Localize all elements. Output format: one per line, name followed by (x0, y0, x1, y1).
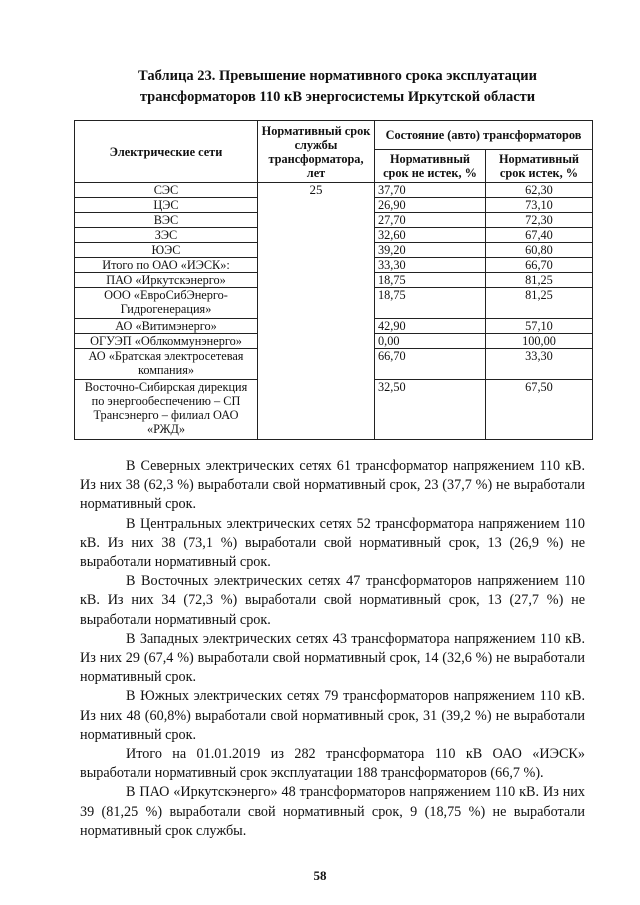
paragraph: В Северных электрических сетях 61 трансформатор напряжением 110 кВ. Из них 38 (62,3 %) выработали свой нормативный срок, 23 (37,7 %) не выработали нормативный срок. (80, 458, 585, 513)
row-not-expired: 0,00 (375, 334, 486, 349)
header-networks: Электрические сети (75, 121, 258, 183)
row-net: ОГУЭП «Облкоммунэнерго» (75, 334, 258, 349)
paragraph: В Восточных электрических сетях 47 трансформаторов напряжением 110 кВ. Из них 34 (72,3 %) выработали свой нормативный срок, 13 (27,7 %) не выработали нормативный срок. (80, 573, 585, 628)
row-expired: 62,30 (486, 183, 593, 198)
paragraph: Итого на 01.01.2019 из 282 трансформатора 110 кВ ОАО «ИЭСК» выработали нормативный срок эксплуатации 188 трансформаторов (66,7 %). (80, 746, 585, 782)
row-net: Итого по ОАО «ИЭСК»: (75, 258, 258, 273)
row-expired: 33,30 (486, 349, 593, 380)
header-expired: Нормативный срок истек, % (486, 150, 593, 183)
row-expired: 67,50 (486, 380, 593, 440)
row-not-expired: 42,90 (375, 319, 486, 334)
paragraph: В Центральных электрических сетях 52 трансформатора напряжением 110 кВ. Из них 38 (73,1 %) выработали свой нормативный срок, 13 (26,9 %) не выработали нормативный срок. (80, 515, 585, 571)
row-net: ВЭС (75, 213, 258, 228)
body-text (80, 457, 585, 841)
row-not-expired: 66,70 (375, 349, 486, 380)
row-net: ПАО «Иркутскэнерго» (75, 273, 258, 288)
row-net: ЦЭС (75, 198, 258, 213)
row-net: ЗЭС (75, 228, 258, 243)
row-not-expired: 18,75 (375, 288, 486, 319)
transformer-service-table (74, 120, 593, 440)
service-life-value: 25 (258, 183, 375, 440)
page-number: 58 (313, 868, 327, 883)
row-not-expired: 32,50 (375, 380, 486, 440)
row-net: ООО «ЕвроСибЭнерго-Гидрогенерация» (75, 288, 258, 319)
header-state-group: Состояние (авто) трансформаторов (375, 121, 593, 150)
header-service-life: Нормативный срок службы трансформатора, лет (258, 121, 375, 183)
row-expired: 67,40 (486, 228, 593, 243)
row-expired: 60,80 (486, 243, 593, 258)
row-expired: 72,30 (486, 213, 593, 228)
row-expired: 73,10 (486, 198, 593, 213)
row-not-expired: 26,90 (375, 198, 486, 213)
row-not-expired: 32,60 (375, 228, 486, 243)
paragraph: В Западных электрических сетях 43 трансформатора напряжением 110 кВ. Из них 29 (67,4 %) выработали свой нормативный срок, 14 (32,6 %) не выработали нормативный срок. (80, 630, 585, 686)
table-title (80, 66, 595, 108)
row-net: Восточно-Сибирская дирекция по энергообеспечению – СП Трансэнерго – филиал ОАО «РЖД» (75, 380, 258, 440)
row-expired: 57,10 (486, 319, 593, 334)
row-expired: 81,25 (486, 273, 593, 288)
paragraph: В Южных электрических сетях 79 трансформаторов напряжением 110 кВ. Из них 48 (60,8%) выработали свой нормативный срок, 31 (39,2 %) не выработали нормативный срок. (80, 688, 585, 743)
paragraph: В ПАО «Иркутскэнерго» 48 трансформаторов напряжением 110 кВ. Из них 39 (81,25 %) выработали свой нормативный срок, 9 (18,75 %) не выработали нормативный срок службы. (80, 784, 585, 839)
table-title-line-2: трансформаторов 110 кВ энергосистемы Иркутской области (139, 89, 536, 105)
row-not-expired: 18,75 (375, 273, 486, 288)
row-expired: 81,25 (486, 288, 593, 319)
row-expired: 66,70 (486, 258, 593, 273)
row-not-expired: 39,20 (375, 243, 486, 258)
row-net: АО «Братская электросетевая компания» (75, 349, 258, 380)
row-expired: 100,00 (486, 334, 593, 349)
row-net: ЮЭС (75, 243, 258, 258)
row-net: СЭС (75, 183, 258, 198)
row-not-expired: 27,70 (375, 213, 486, 228)
row-net: АО «Витимэнерго» (75, 319, 258, 334)
row-not-expired: 33,30 (375, 258, 486, 273)
header-not-expired: Нормативный срок не истек, % (375, 150, 486, 183)
row-not-expired: 37,70 (375, 183, 486, 198)
table-title-line-1: Таблица 23. Превышение нормативного срока эксплуатации (138, 68, 537, 84)
